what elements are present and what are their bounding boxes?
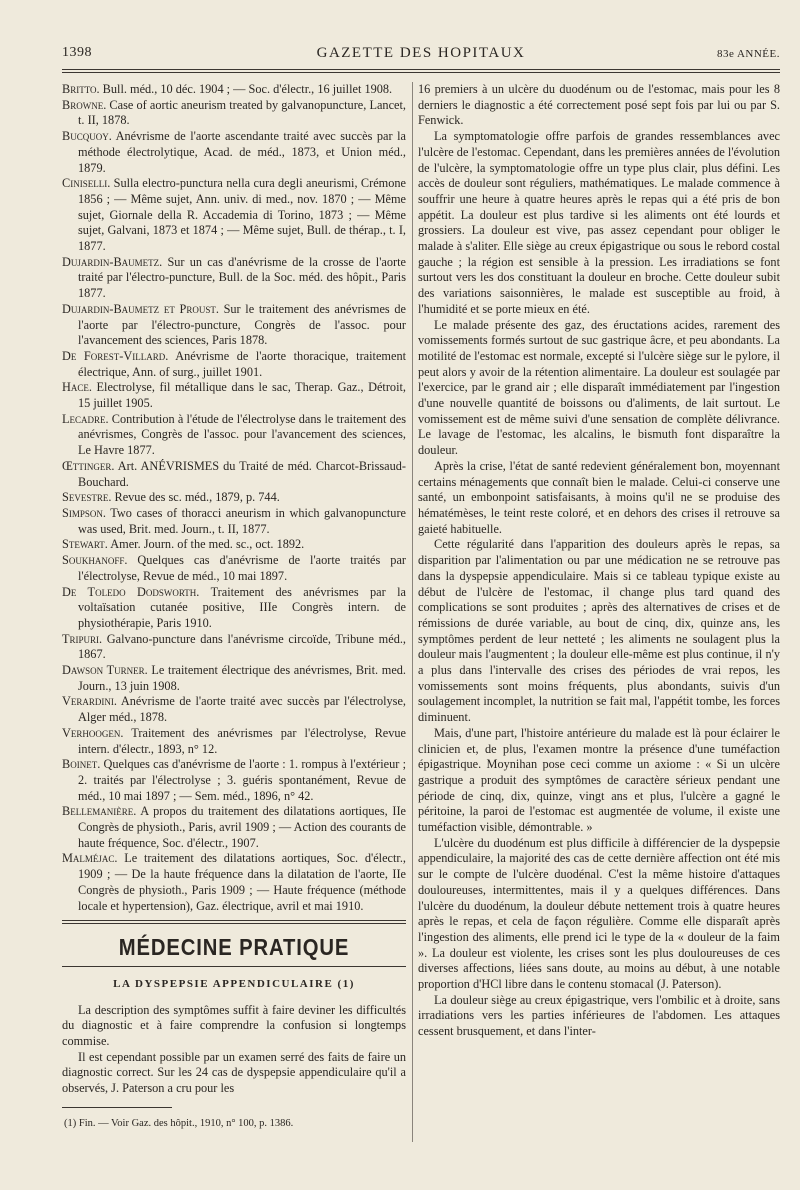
bibliography-entry [62, 726, 406, 757]
page-number: 1398 [62, 45, 92, 60]
reference-text: Art. ANÉVRISMES du Traité de méd. Charcot-Brissaud-Bouchard. [78, 458, 406, 489]
reference-text: Traitement des anévrismes par l'électrolyse, Revue intern. d'électr., 1893, n° 12. [78, 725, 406, 756]
reference-text: Revue des sc. méd., 1879, p. 744. [111, 490, 280, 505]
section-rule [62, 923, 406, 924]
reference-text: Amer. Journ. of the med. sc., oct. 1892. [107, 537, 305, 552]
section-title: MÉDECINE PRATIQUE [118, 934, 350, 961]
reference-author: Tripuri. [62, 631, 103, 646]
bibliography-list [62, 82, 406, 914]
reference-text: Anévrisme de l'aorte ascendante traité avec succès par la méthode électrolytique, Acad. de méd., 1873, et Union méd., 1879. [78, 129, 406, 175]
reference-text: Le traitement des dilatations aortiques, Soc. d'électr., 1909 ; — De la haute fréquence dans la dilatation de l'aorte, IIe Congrès de physioth., Paris 1909 ; — Haute fréquence (méthode locale et hypertension), Gaz. électrique, avril et mai 1910. [78, 851, 406, 913]
section-rule [62, 966, 406, 967]
reference-text: Quelques cas d'anévrisme de l'aorte traités par l'électrolyse, Revue de méd., 10 mai 1897. [78, 553, 406, 583]
bibliography-entry [62, 129, 406, 176]
reference-author: Dujardin-Baumetz. [62, 254, 163, 269]
reference-text: Sulla electro-punctura nella cura degli aneurismi, Crémone 1856 ; — Même sujet, Ann. univ. di med., nov. 1870 ; — Même sujet, Giornale della R. Accademia di Torino, 1873 ; — Même sujet, Galvani, 1873 et 1874 ; — Même sujet, Bull. de thérap., t. I, 1877. [78, 176, 406, 254]
reference-author: Verhoogen. [62, 725, 124, 740]
reference-text: Anévrisme de l'aorte traité avec succès par l'électrolyse, Alger méd., 1878. [78, 694, 406, 725]
reference-author: Dawson Turner. [62, 663, 148, 678]
bibliography-entry [62, 632, 406, 663]
left-column [62, 82, 406, 1132]
reference-text: Two cases of thoracci aneurism in which galvanopuncture was used, Brit. med. Journ., t. II, 1877. [78, 505, 406, 536]
reference-author: Soukhanoff. [62, 553, 128, 568]
bibliography-entry [62, 757, 406, 804]
header-rule-double [62, 72, 780, 73]
section-rule [62, 920, 406, 921]
footnote: (1) Fin. — Voir Gaz. des hôpit., 1910, n° 100, p. 1386. [64, 1117, 294, 1129]
bibliography-entry [62, 349, 406, 380]
reference-author: Œttinger. [62, 458, 115, 473]
footnote-rule [62, 1107, 172, 1108]
reference-author: Ciniselli. [62, 176, 111, 191]
reference-author: Hace. [62, 380, 92, 395]
paragraph: Il est cependant possible par un examen serré des faits de faire un diagnostic correct. Sur les 24 cas de dyspepsie appendiculaire qu'il a observés, J. Paterson a cru pour les [62, 1049, 406, 1096]
paragraph: La description des symptômes suffit à faire deviner les difficultés du diagnostic et à faire comprendre la confusion si longtemps commise. [62, 1002, 406, 1049]
paragraph: 16 premiers à un ulcère du duodénum ou de l'estomac, mais pour les 8 derniers le diagnostic a été correctement posé sept fois par lui ou par S. Fenwick. [418, 82, 780, 128]
reference-text: Quelques cas d'anévrisme de l'aorte : 1. rompus à l'extérieur ; 2. traités par l'électrolyse ; 3. guéris spontanément, Revue de méd., 10 mai 1897 ; — Sem. méd., 1896, n° 42. [78, 757, 406, 803]
reference-author: Boinet. [62, 757, 101, 772]
paragraph: Le malade présente des gaz, des éructations acides, rarement des vomissements formés surtout de suc gastrique âcre, et peu abondants. La motilité de l'estomac est normale, excepté si l'ulcère siège sur le pylore, il peut alors y avoir de la rétention alimentaire. La douleur est soulagée par l'exercice, par le grand air ; elle disparaît immédiatement par l'ingestion d'une nouvelle quantité de boissons ou d'aliments, de lait surtout. Le vomissement est de même suivi d'une sensation de complète délivrance. Le lavage de l'estomac, les alcalins, le bismuth font disparaître la douleur. [418, 317, 780, 458]
reference-text: Case of aortic aneurism treated by galvanopuncture, Lancet, t. II, 1878. [78, 97, 406, 128]
paragraph: Cette régularité dans l'apparition des douleurs après le repas, sa disparition par l'alimentation ou par une médication ne se retrouve pas dans la dyspepsie appendiculaire. Mais si ce tableau typique existe au début de l'ulcère de l'estomac, il change plus tard quand des complications se sont produites ; après des alternatives de crises et de rémissions de durée variable, au bout de cinq, dix, quinze ans, les symptômes perdent de leur netteté ; les aliments ne soulagent plus la douleur mais l'augmentent ; la douleur elle-même est plus continue, il n'y a plus dans l'intervalle des crises des périodes de vrai repos, les vomissements sont moins fréquents, plus abondants, suivis d'un soulagement incomplet, la nutrition se fait mal, l'appétit tombe, les forces diminuent. [418, 537, 780, 725]
bibliography-entry [62, 459, 406, 490]
reference-text: Le traitement électrique des anévrismes, Brit. med. Journ., 13 juin 1908. [78, 663, 407, 693]
bibliography-entry [62, 302, 406, 349]
bibliography-entry [62, 537, 406, 553]
reference-author: Simpson. [62, 505, 106, 520]
bibliography-entry [62, 694, 406, 725]
reference-author: Sevestre. [62, 490, 112, 505]
reference-author: Bucquoy. [62, 129, 112, 144]
reference-text: Galvano-puncture dans l'anévrisme circoïde, Tribune méd., 1867. [78, 631, 406, 662]
bibliography-entry [62, 585, 406, 632]
right-column [418, 82, 780, 1040]
reference-author: Browne. [62, 97, 107, 112]
reference-author: Lecadre. [62, 411, 109, 426]
reference-text: Sur le traitement des anévrismes de l'aorte par l'électro-puncture, Congrès de l'assoc. pour l'avancement des sciences, Paris 1878. [78, 301, 406, 348]
reference-text: Anévrisme de l'aorte thoracique, traitement électrique, Ann. of surg., juillet 1901. [78, 348, 407, 379]
page-header [62, 45, 780, 67]
bibliography-entry [62, 490, 406, 506]
reference-author: De Toledo Dodsworth. [62, 584, 200, 599]
journal-title: GAZETTE DES HOPITAUX [316, 45, 526, 61]
paragraph: La douleur siège au creux épigastrique, vers l'ombilic et à droite, sans irradiations vers les parties inférieures de l'abdomen. Les attaques cessent brusquement, et dans l'inter- [418, 992, 780, 1039]
paragraph: Mais, d'une part, l'histoire antérieure du malade est là pour éclairer le clinicien et, de plus, l'examen montre la présence d'une tuméfaction épigastrique. Moynihan pose ceci comme un axiome : « Si un ulcère gastrique a produit des symptômes de caractère sérieux pendant une période de cinq, dix, quinze, vingt ans et plus, l'ulcère a gagné le péritoine, la paroi de l'estomac est augmentée de volume, il existe une tuméfaction visible, démontrable. » [418, 725, 780, 835]
column-divider [412, 82, 413, 1142]
bibliography-entry [62, 663, 406, 694]
reference-author: Malméjac. [62, 851, 118, 866]
reference-text: Traitement des anévrismes par la voltaïsation cutanée positive, IIIe Congrès intern. de physiothérapie, Paris 1910. [78, 584, 406, 630]
header-rule [62, 69, 780, 70]
reference-author: Stewart. [62, 537, 108, 552]
reference-text: Electrolyse, fil métallique dans le sac, Therap. Gaz., Détroit, 15 juillet 1905. [78, 380, 406, 411]
bibliography-entry [62, 82, 406, 98]
bibliography-entry [62, 176, 406, 255]
paragraph: L'ulcère du duodénum est plus difficile à différencier de la dyspepsie appendiculaire, la majorité des cas de cette dernière affection ont été mis sur le compte de l'ulcère duodénal. C'est la même histoire d'attaques douloureuses, intermittentes, mais il y a quelques différences. Dans l'ulcère du duodénum, la douleur débute nettement trois à quatre heures après le repas, et cela de façon régulière. Comme elle disparaît après l'ingestion des aliments, elle prend ici le type de la « douleur de la faim ». La douleur est violente, les crises sont les plus douloureuses de ces diverses affections, liées sans doute, au moins au début, à une notable proportion d'HCl libre dans le contenu stomacal (J. Paterson). [418, 835, 780, 992]
reference-author: Dujardin-Baumetz et Proust. [62, 301, 219, 316]
bibliography-entry [62, 506, 406, 537]
bibliography-entry [62, 380, 406, 411]
volume-year: 83e ANNÉE. [716, 48, 780, 60]
bibliography-entry [62, 98, 406, 129]
bibliography-entry [62, 851, 406, 914]
reference-text: Bull. méd., 10 déc. 1904 ; — Soc. d'électr., 16 juillet 1908. [99, 82, 393, 96]
bibliography-entry [62, 553, 406, 584]
reference-text: A propos du traitement des dilatations aortiques, IIe Congrès de physioth., Paris, avril 1909 ; — Action des courants de haute fréquence, Soc. d'électr., 1907. [78, 804, 406, 850]
bibliography-entry [62, 804, 406, 851]
reference-author: De Forest-Villard. [62, 348, 169, 363]
bibliography-entry [62, 255, 406, 302]
reference-text: Contribution à l'étude de l'électrolyse dans le traitement des anévrismes, Congrès de l'assoc. pour l'avancement des sciences, Le Havre 1877. [78, 411, 406, 458]
reference-author: Verardini. [62, 694, 117, 709]
article-title: LA DYSPEPSIE APPENDICULAIRE (1) [113, 977, 355, 990]
reference-author: Bellemanière. [62, 804, 137, 819]
reference-text: Sur un cas d'anévrisme de la crosse de l'aorte traité par l'électro-puncture, Bull. de la Soc. méd. des hôpit., Paris 1877. [78, 254, 406, 301]
paragraph: La symptomatologie offre parfois de grandes ressemblances avec l'ulcère de l'estomac. Cependant, dans les premières années de l'évolution de l'ulcère, la symptomatologie offre un type plus clair, plus défini. Les accès de douleur sont réguliers, mathématiques. Le malade commence à souffrir une heure à quatre heures après le repas qui a été pris de bon appétit. La douleur est plus tardive si les aliments ont été lourds et grossiers. La douleur est vive, pas assez cependant pour obliger le malade à s'aliter. Elle siège au creux épigastrique ou sous le rebord costal gauche ; la région est sensible à la pression. Les irradiations se font surtout vers les dos constituant la douleur en broche. Cette douleur subit des variations saisonnières, le malade est susceptible au froid, à l'humidité et se porte mieux en été. [418, 129, 780, 316]
bibliography-entry [62, 412, 406, 459]
reference-author: Britto. [62, 82, 100, 96]
paragraph: Après la crise, l'état de santé redevient généralement bon, moyennant certains ménagements que connaît bien le malade. Celui-ci conserve une santé, un embonpoint satisfaisants, à moins qu'il ne se produise des hématémèses, le teint reste coloré, et en dehors des crises il retrouve sa gaieté habituelle. [418, 458, 780, 536]
